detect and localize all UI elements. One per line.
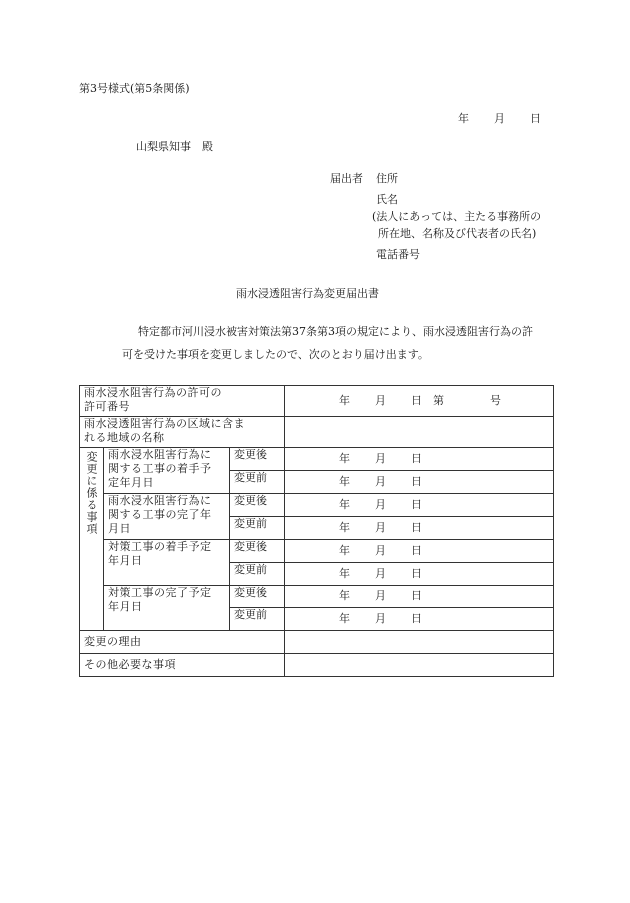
area-value[interactable]: [285, 417, 554, 448]
date-day: 日: [411, 566, 423, 580]
item-1-before-label: 変更前: [230, 471, 285, 494]
date-month: 月: [375, 589, 387, 603]
item-4-after-label: 変更後: [230, 585, 285, 608]
item-1-label: [104, 448, 230, 494]
item-3-label-line-2: 年月日: [108, 553, 143, 567]
item-1-label-line-3: 定年月日: [108, 476, 154, 490]
permit-number-label-line-1: 雨水浸水阻害行為の許可の: [84, 386, 222, 399]
date-day: 日: [411, 612, 423, 626]
date-day: 日: [411, 475, 423, 489]
date-day: 日: [411, 452, 423, 466]
reason-value[interactable]: [285, 631, 554, 654]
addressee: 山梨県知事 殿: [136, 140, 213, 153]
item-2-label: [104, 494, 230, 540]
item-1-after-date[interactable]: [285, 448, 554, 471]
reason-row: [80, 631, 554, 654]
reason-label: 変更の理由: [80, 631, 285, 654]
change-section-label: [80, 448, 104, 631]
applicant-phone: 電話番号: [376, 248, 420, 261]
area-label-line-2: れる地域の名称: [84, 431, 165, 445]
area-label: [80, 417, 285, 448]
date-day: 日: [411, 543, 423, 557]
other-value[interactable]: [285, 654, 554, 677]
item-4-after-date[interactable]: [285, 585, 554, 608]
applicant-label: 届出者: [330, 172, 363, 185]
permit-gou: 号: [490, 394, 502, 408]
date-year: 年: [339, 612, 351, 626]
date-day: 日: [411, 520, 423, 534]
change-section-text: 変更に係る事項: [85, 451, 98, 536]
other-label: その他必要な事項: [80, 654, 285, 677]
item-2-label-line-3: 月日: [108, 522, 131, 536]
item-2-after-date[interactable]: [285, 494, 554, 517]
item-1-after-label: 変更後: [230, 448, 285, 471]
applicant-name: 氏名: [376, 193, 398, 206]
item-3-label: [104, 539, 230, 585]
item-4-after-row: [80, 585, 554, 608]
permit-number-label: [80, 386, 285, 417]
date-day: 日: [411, 589, 423, 603]
item-2-label-line-2: 関する工事の完了年: [108, 508, 212, 522]
date-year: 年: [339, 452, 351, 466]
other-row: [80, 654, 554, 677]
area-label-line-1: 雨水浸透阻害行為の区域に含ま: [84, 417, 245, 431]
item-3-after-row: [80, 539, 554, 562]
item-3-after-label: 変更後: [230, 539, 285, 562]
date-month: 月: [375, 543, 387, 557]
date-year: 年: [339, 497, 351, 511]
permit-year: 年: [339, 394, 351, 408]
body-line-2: 可を受けた事項を変更しましたので、次のとおり届け出ます。: [122, 348, 429, 361]
item-1-label-line-1: 雨水浸水阻害行為に: [108, 448, 212, 462]
item-4-label: [104, 585, 230, 631]
item-1-before-date[interactable]: [285, 471, 554, 494]
date-month: 月: [375, 566, 387, 580]
applicant-address: 住所: [376, 172, 398, 185]
form-table: [79, 385, 554, 677]
permit-number-value[interactable]: [285, 386, 554, 417]
date-month: 月: [375, 475, 387, 489]
item-2-after-row: [80, 494, 554, 517]
item-3-after-date[interactable]: [285, 539, 554, 562]
applicant-note-1: (法人にあっては、主たる事務所の: [372, 210, 542, 223]
permit-number-label-line-2: 許可番号: [84, 400, 130, 413]
item-2-before-label: 変更前: [230, 516, 285, 539]
date-year: 年: [339, 589, 351, 603]
date-year: 年: [339, 566, 351, 580]
date-month: 月: [375, 520, 387, 534]
permit-day: 日: [411, 394, 423, 408]
item-3-label-line-1: 対策工事の着手予定: [108, 539, 212, 553]
item-2-after-label: 変更後: [230, 494, 285, 517]
date-day: 日: [411, 497, 423, 511]
date-month: 月: [375, 612, 387, 626]
applicant-note-2: 所在地、名称及び代表者の氏名): [378, 227, 537, 240]
document-title: 雨水浸透阻害行為変更届出書: [236, 287, 379, 300]
item-3-before-date[interactable]: [285, 562, 554, 585]
date-day: 日: [530, 112, 541, 125]
date-month: 月: [494, 112, 505, 125]
date-month: 月: [375, 497, 387, 511]
item-4-label-line-1: 対策工事の完了予定: [108, 585, 212, 599]
area-row: [80, 417, 554, 448]
date-year: 年: [339, 543, 351, 557]
body-line-1: 特定都市河川浸水被害対策法第37条第3項の規定により、雨水浸透阻害行為の許: [138, 325, 533, 338]
form-number: 第3号様式(第5条関係): [79, 82, 190, 95]
item-4-before-label: 変更前: [230, 608, 285, 631]
item-3-before-label: 変更前: [230, 562, 285, 585]
item-1-label-line-2: 関する工事の着手予: [108, 462, 212, 476]
item-1-after-row: [80, 448, 554, 471]
date-year: 年: [458, 112, 469, 125]
permit-number-row: [80, 386, 554, 417]
date-year: 年: [339, 520, 351, 534]
item-2-before-date[interactable]: [285, 516, 554, 539]
permit-month: 月: [375, 394, 387, 408]
permit-dai: 第: [433, 394, 445, 408]
date-year: 年: [339, 475, 351, 489]
item-4-before-date[interactable]: [285, 608, 554, 631]
date-month: 月: [375, 452, 387, 466]
item-4-label-line-2: 年月日: [108, 599, 143, 613]
item-2-label-line-1: 雨水浸水阻害行為に: [108, 494, 212, 508]
